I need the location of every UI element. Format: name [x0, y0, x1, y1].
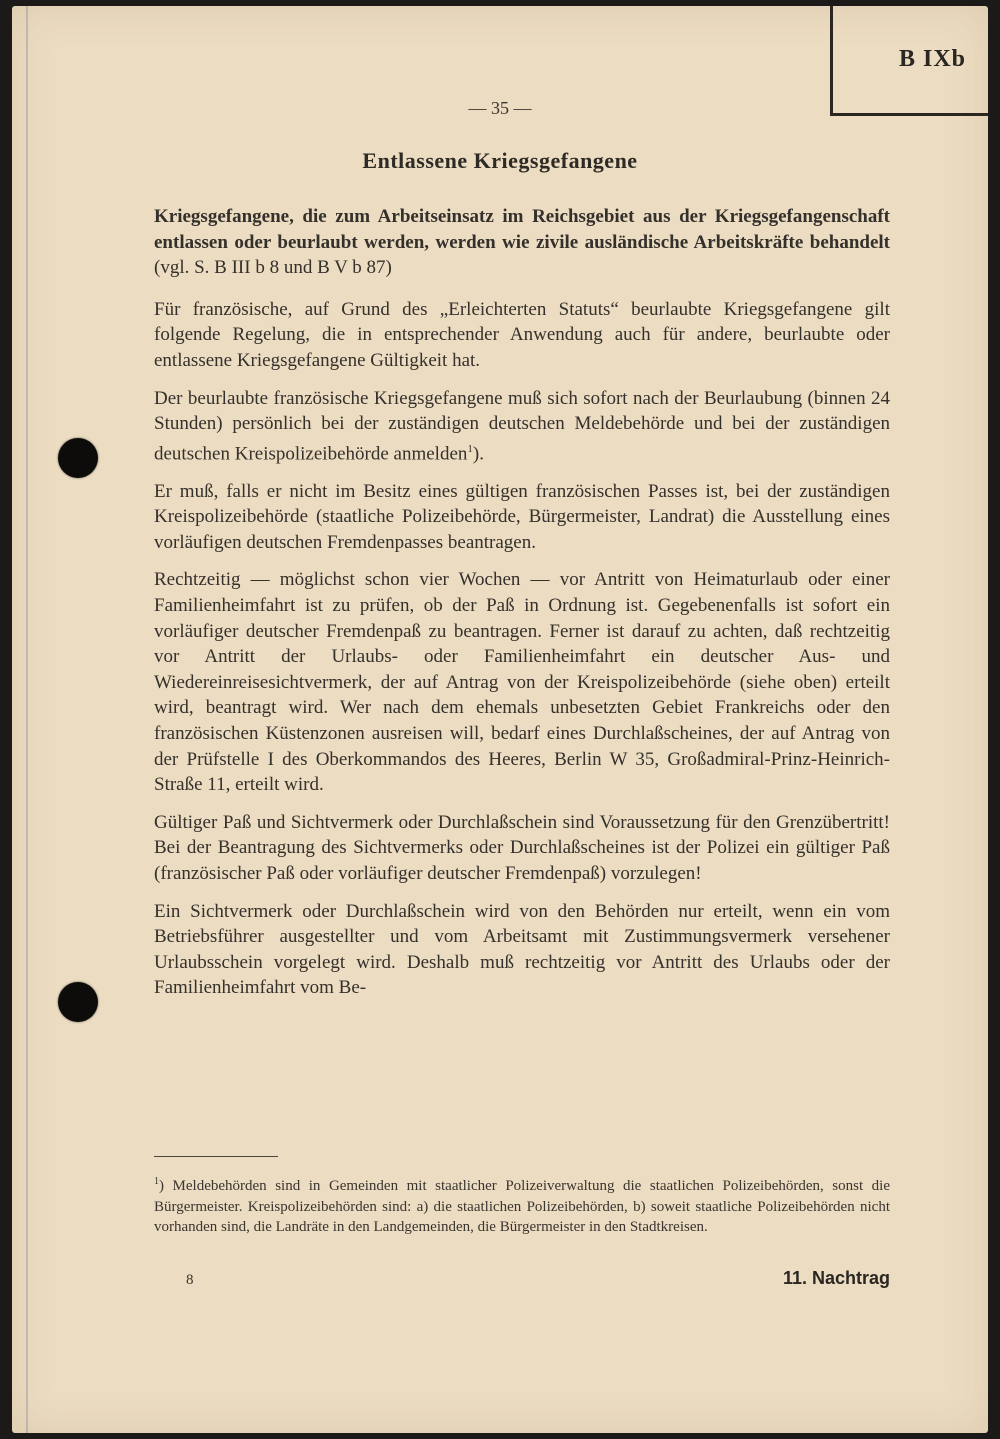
footnote-ref: 1 [467, 442, 473, 455]
paragraph-2-text: Der beurlaubte französische Kriegsgefangene muß sich sofort nach der Beurlaubung (binnen 24 Stunden) persönlich bei der zuständigen deutschen Meldebehörde und bei der zuständigen deutschen Kreispolizeibehörde anmelden [154, 387, 890, 465]
footnote [154, 1172, 890, 1238]
paragraph-3: Er muß, falls er nicht im Besitz eines gültigen französischen Passes ist, bei der zuständigen Kreispolizeibehörde (staatliche Polizeibehörde, Bürgermeister, Landrat) die Ausstellung eines vorläufigen deutschen Fremdenpasses beantragen. [154, 480, 890, 553]
page-number: — 35 — [468, 98, 532, 118]
document-page [12, 6, 988, 1433]
paragraph-1: Für französische, auf Grund des „Erleichterten Statuts“ beurlaubte Kriegsgefangene gilt folgende Regelung, die in entsprechender Anwendung auch für andere, beurlaubte oder entlassene Kriegsgefangene Gültigkeit hat. [154, 298, 890, 371]
punch-hole-icon [58, 982, 98, 1022]
paragraph-5: Gültiger Paß und Sichtvermerk oder Durchlaßschein sind Voraussetzung für den Grenzübertritt! Bei der Beantragung des Sichtvermerks oder Durchlaßscheines ist der Polizei ein gültiger Paß (französischer Paß oder vorläufiger deutscher Fremdenpaß) vorzulegen! [154, 811, 890, 884]
section-code: B IXb [898, 46, 966, 72]
paragraph-2-end: ). [472, 443, 484, 465]
body-text [154, 204, 890, 1013]
footnote-marker: 1 [154, 1176, 159, 1187]
footnote-text: ) Meldebehörden sind in Gemeinden mit staatlicher Polizeiverwaltung die staatlichen Polizeibehörden, sonst die Bürgermeister. Kreispolizeibehörden sind: a) die staatlichen Polizeibehörden, b) soweit staatliche Polizeibehörden nicht vorhanden sind, die Landräte in den Landgemeinden, die Bürgermeister in den Stadtkreisen. [154, 1178, 890, 1235]
paragraph-4: Rechtzeitig — möglichst schon vier Wochen — vor Antritt von Heimaturlaub oder einer Familienheimfahrt ist zu prüfen, ob der Paß in Ordnung ist. Gegebenenfalls ist sofort ein vorläufiger deutscher Fremdenpaß zu beantragen. Ferner ist darauf zu achten, daß rechtzeitig vor Antritt der Urlaubs- oder Familienheimfahrt ein deutscher Aus- und Wiedereinreisesichtvermerk, der auf Antrag von der Kreispolizeibehörde (siehe oben) erteilt wird, beantragt wird. Wer nach dem ehemals unbesetzten Gebiet Frankreichs oder den französischen Küstenzonen ausreisen will, bedarf eines Durchlaßscheines, der auf Antrag von der Prüfstelle I des Oberkommandos des Heeres, Berlin W 35, Großadmiral-Prinz-Heinrich-Straße 11, erteilt wird. [154, 569, 890, 796]
page-title: Entlassene Kriegsgefangene [362, 148, 638, 173]
punch-hole-icon [58, 438, 98, 478]
lead-paragraph [154, 204, 890, 281]
binding-edge-line [26, 6, 28, 1433]
lead-bold-text: Kriegsgefangene, die zum Arbeitseinsatz im Reichsgebiet aus der Kriegsgefangenschaft entlassen oder beurlaubt werden, werden wie zivile ausländische Arbeitskräfte behandelt [154, 206, 890, 253]
paragraph-6: Ein Sichtvermerk oder Durchlaßschein wird von den Behörden nur erteilt, wenn ein vom Betriebsführer ausgestellter und vom Arbeitsamt mit Zustimmungsvermerk versehener Urlaubsschein vorgelegt wird. Deshalb muß rechtzeitig vor Antritt des Urlaubs oder der Familienheimfahrt vom Be- [154, 900, 890, 999]
paragraph-2 [154, 386, 890, 467]
footnote-divider [154, 1156, 278, 1157]
lead-reference: (vgl. S. B III b 8 und B V b 87) [154, 257, 392, 279]
sheet-number: 8 [186, 1272, 194, 1288]
supplement-label: 11. Nachtrag [782, 1268, 890, 1288]
